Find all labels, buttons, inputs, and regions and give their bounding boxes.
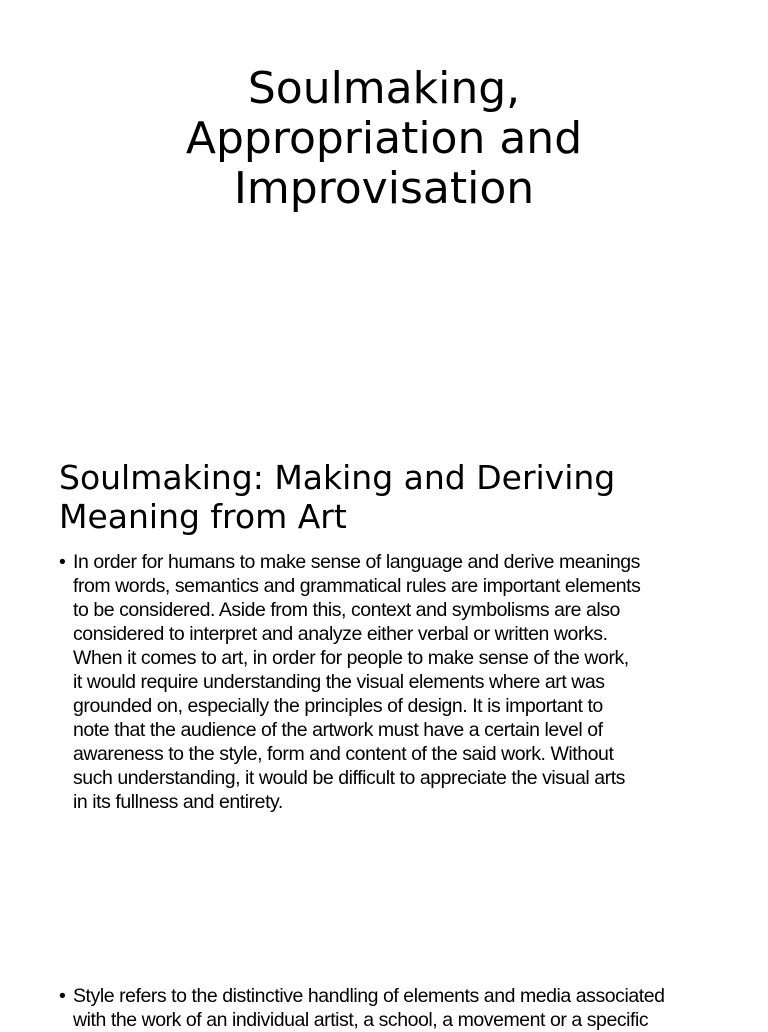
bullet-icon: • [59, 551, 66, 573]
text-line: In order for humans to make sense of language and derive meanings [73, 551, 640, 573]
bullet-text [73, 550, 719, 814]
text-line: it would require understanding the visual elements where art was [73, 671, 605, 693]
bullet-icon: • [59, 985, 66, 1007]
slide-title-line: Appropriation and [185, 113, 583, 164]
section-heading [59, 458, 739, 536]
text-line: Style refers to the distinctive handling of elements and media associated [73, 985, 665, 1007]
slide-title-line: Soulmaking, [247, 63, 521, 114]
text-line: considered to interpret and analyze either verbal or written works. [73, 623, 608, 645]
text-line: from words, semantics and grammatical rules are important elements [73, 575, 641, 597]
text-line: in its fullness and entirety. [73, 791, 283, 813]
text-line: note that the audience of the artwork must have a certain level of [73, 719, 603, 741]
slide-title-line: Improvisation [233, 163, 535, 214]
text-line: with the work of an individual artist, a school, a movement or a specific [73, 1009, 649, 1031]
bullet-paragraph-style [59, 984, 719, 1032]
text-line: such understanding, it would be difficult to appreciate the visual arts [73, 767, 625, 789]
text-line: awareness to the style, form and content of the said work. Without [73, 743, 614, 765]
text-line: grounded on, especially the principles of design. It is important to [73, 695, 603, 717]
section-heading-line: Soulmaking: Making and Deriving [59, 458, 616, 497]
section-heading-line: Meaning from Art [59, 497, 347, 536]
bullet-text [73, 984, 719, 1032]
slide-title [0, 64, 768, 214]
text-line: When it comes to art, in order for people to make sense of the work, [73, 647, 629, 669]
bullet-paragraph-soulmaking [59, 550, 719, 814]
text-line: to be considered. Aside from this, context and symbolisms are also [73, 599, 620, 621]
